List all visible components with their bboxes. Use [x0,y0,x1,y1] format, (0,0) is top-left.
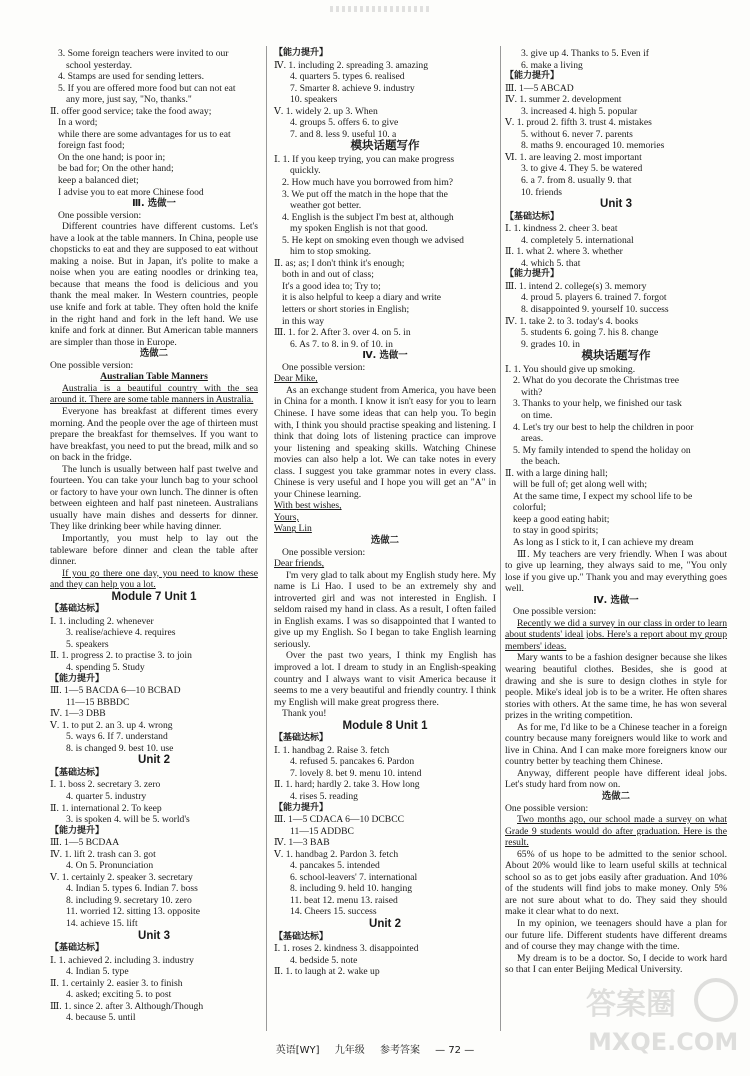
answer-line: One possible version: [282,361,366,373]
answer-line: 6. make a living [521,59,583,71]
essay-paragraph: Over the past two years, I think my English has improved a lot. I dream to study in an English-speaking country and I always want to visit America because it seems to me a very beautiful and friendly country. I think my English will make great progress there. [274,650,496,708]
subsection-label: 【基础达标】 [505,211,560,222]
answer-line: 8. including 9. secretary 10. zero [66,894,192,906]
answer-line: One possible version: [513,606,597,618]
essay-paragraph: As an exchange student from America, you have been in China for a month. I know it isn't easy for you to learn Chinese. I have some ideas that can help you. To begin with, I think you should practise speaking and listening. I think that doing lots of listening practice can improve your listening and speaking skills. Watching Chinese movies can also help a lot. We can take notes in every class. I suggest you take grammar notes in every class. Chinese is very useful and I hope you will get an "A" in your Chinese learning. [274,384,496,500]
essay-paragraph: Australia is a beautiful country with the sea around it. There are some table manners in Australia. [50,382,258,406]
answer-line: 4. bedside 5. note [290,954,358,966]
answer-line: Ⅱ. as; as; I don't think it's enough; [274,257,405,269]
answer-line: 4. proud 5. players 6. trained 7. forgot [521,292,667,304]
section-heading: Unit 2 [138,754,170,767]
answer-line: 11—15 ADDBC [290,825,354,837]
answer-line: As long as I stick to it, I can achieve my dream [513,536,694,548]
answer-line: Ⅲ. 1. intend 2. college(s) 3. memory [505,280,647,292]
answer-line: One possible version: [58,209,142,221]
answer-line: 7. and 8. less 9. useful 10. a [290,128,397,140]
answer-line: keep a good eating habit; [513,513,610,525]
answer-line: At the same time, I expect my school life to be [513,490,693,502]
answer-line: Ⅳ. 1. including 2. spreading 3. amazing [274,59,428,71]
answer-line: 5. My family intended to spend the holiday on [513,444,691,456]
answer-line: 4. quarter 5. industry [66,791,147,802]
answer-line: Ⅳ. 1. take 2. to 3. today's 4. books [505,315,639,327]
subsection-label: 【基础达标】 [50,943,105,954]
answer-line: Wang Lin [274,523,312,535]
answer-line: him to stop smoking. [290,246,372,258]
answer-line: Ⅱ. 1. progress 2. to practise 3. to join [50,650,192,662]
answer-line: 2. What do you decorate the Christmas tree [513,375,680,387]
essay-paragraph: If you go there one day, you need to know these and they can help you a lot. [50,567,258,591]
answer-line: 8. disappointed 9. yourself 10. success [521,304,669,316]
answer-line: 3. is spoken 4. will be 5. world's [66,814,190,826]
essay-paragraph: In my opinion, we teenagers should have a plan for our future life. Different students have different dreams and of course they may change with the time. [505,918,727,953]
answer-line: Ⅴ. 1. proud 2. fifth 3. trust 4. mistakes [505,117,652,129]
answer-line: 5. If you are offered more food but can not eat [58,82,236,94]
answer-line: Ⅰ. 1. including 2. whenever [50,615,154,627]
answer-line: 4. English is the subject I'm best at, although [282,211,454,223]
option-label: Ⅳ. 选做一 [362,350,408,362]
answer-line: 4. quarters 5. types 6. realised [290,71,405,83]
answer-line: 9. grades 10. in [521,338,580,350]
answer-line: my spoken English is not that good. [290,223,428,235]
answer-line: 4. Indian 5. types 6. Indian 7. boss [66,883,198,895]
footer-page-number: — 72 — [435,1045,475,1056]
answer-line: Ⅱ. 1. certainly 2. easier 3. to finish [50,977,183,989]
footer-subject: 英语[WY] [275,1045,320,1056]
section-heading: Module 7 Unit 1 [111,590,197,603]
footer-label: 参考答案 [379,1045,420,1056]
section-heading: Unit 3 [600,198,632,211]
answer-line: Dear Mike, [274,373,318,385]
answer-line: 4. spending 5. Study [66,661,145,673]
answer-line: Yours, [274,511,299,523]
answer-line: 4. Stamps are used for sending letters. [58,71,205,83]
subsection-label: 【能力提升】 [274,48,329,58]
answer-line: weather got better. [290,200,362,212]
answer-line: 6. As 7. to 8. in 9. of 10. in [290,338,393,350]
answer-line: 3. Some foreign teachers were invited to our [58,48,229,59]
svg-text:答案圈: 答案圈 [586,987,676,1022]
essay-paragraph: Everyone has breakfast at different times every morning. And the people over the age of thirteen must prepare the breakfast for themselves. If you want to have breakfast, you need to put the bread, milk and so on back in the fridge. [50,405,258,464]
answer-line: 5. speakers [66,638,109,650]
answer-line: It's a good idea to; Try to; [282,280,381,292]
answer-line: be bad for; On the other hand; [58,163,174,175]
answer-line: Ⅱ. with a large dining hall; [505,467,608,479]
answer-line: 5. students 6. going 7. his 8. change [521,327,659,339]
answer-line: Ⅲ. 1—5 CDACA 6—10 DCBCC [274,814,404,826]
answer-line: 14. achieve 15. lift [66,918,138,930]
answer-line: Ⅲ. 1. since 2. after 3. Although/Though [50,1000,204,1012]
answer-line: 7. Smarter 8. achieve 9. industry [290,82,415,94]
answer-line: Ⅲ. 1. for 2. After 3. over 4. on 5. in [274,327,411,339]
answer-line: 2. How much have you borrowed from him? [282,177,454,189]
subsection-label: 【能力提升】 [505,269,560,280]
answer-line: 3. give up 4. Thanks to 5. Even if [521,48,649,59]
answer-line: school yesterday. [66,59,132,71]
footer-grade: 九年级 [334,1045,365,1056]
answer-line: 5. without 6. never 7. parents [521,128,633,140]
answer-line: Ⅰ. 1. boss 2. secretary 3. zero [50,779,161,791]
essay-paragraph: Mary wants to be a fashion designer because she likes wearing beautiful clothes. Besides, she is good at drawing and she is sure to design clothes in style for people. Mike's ideal job is to be a writer. He often shares stories with others. At the same time, he has won several prizes in the writing competition. [505,652,727,722]
answer-line: 5. ways 6. If 7. understand [66,731,168,743]
answer-line: foreign fast food; [58,140,125,152]
answer-line: 14. Cheers 15. success [290,906,377,918]
answer-line: 4. because 5. until [66,1012,136,1024]
section-heading: 模块话题写作 [350,140,420,153]
answer-line: 4. On 5. Pronunciation [66,860,154,872]
answer-line: Ⅱ. 1. international 2. To keep [50,802,162,814]
subsection-label: 【能力提升】 [505,71,560,82]
answer-line: In a word; [58,117,98,129]
answer-line: letters or short stories in English; [282,304,410,316]
answer-line: keep a balanced diet; [58,175,139,187]
answer-line: 11. beat 12. menu 13. raised [290,894,398,906]
answer-line: 4. Let's try our best to help the children in poor [513,421,694,433]
essay-paragraph: The lunch is usually between half past twelve and fourteen. You can take your lunch bag to your school or factory to have your own lunch. The dinner is often between eighteen and half past nineteen. Australians usually have main dishes and desserts for dinner. They like drinking beer while having dinner. [50,463,258,533]
answer-line: Ⅱ. 1. what 2. where 3. whether [505,246,623,258]
answer-line: 4. asked; exciting 5. to post [66,989,172,1001]
essay-paragraph: Different countries have different customs. Let's have a look at the table manners. In China, people use chopsticks to eat and they are supposed to eat without making a noise. But in Japan, it's polite to make a noise when you are eating noodles or drinking tea, because that means the food is delicious and you thank the meal maker. In Western countries, people use knife and fork at table. They often hold the knife in the right hand and fork in the left hand. We use knife and fork at dinner. But American table manners are simpler than those in Europe. [50,221,258,348]
section-heading: 模块话题写作 [581,350,651,363]
option-label: 选做二 [601,791,631,802]
essay-paragraph: Anyway, different people have different ideal jobs. Let's study hard from now on. [505,767,727,791]
answer-line: On the one hand; is poor in; [58,151,166,163]
answer-line: any more, just say, "No, thanks." [66,94,192,106]
answer-line: both in and out of class; [282,269,374,281]
answer-line: I advise you to eat more Chinese food [58,186,204,198]
answer-line: 8. is changed 9. best 10. use [66,742,174,754]
answer-line: 4. refused 5. pancakes 6. Pardon [290,756,415,768]
answer-line: One possible version: [505,802,589,814]
answer-line: 3. increased 4. high 5. popular [521,105,638,117]
answer-line: with? [521,386,543,398]
answer-line: on time. [521,409,553,421]
watermark-logo [580,974,740,1062]
answer-line: it is also helpful to keep a diary and write [282,292,442,304]
answer-line: 4. pancakes 5. intended [290,860,380,872]
subsection-label: 【能力提升】 [274,802,329,813]
answer-line: 5. He kept on smoking even though we advised [282,234,464,246]
answer-line: Ⅵ. 1. are leaving 2. most important [505,151,642,163]
section-heading: Unit 3 [138,929,170,942]
answer-line: Ⅲ. 1—5 BCDAA [50,837,120,849]
section-heading: Unit 2 [369,918,401,931]
answer-line: Ⅱ. offer good service; take the food away; [50,105,212,117]
answer-line: 4. completely 5. international [521,234,634,246]
answer-line: Australian Table Manners [100,371,208,383]
answer-line: Ⅴ. 1. handbag 2. Pardon 3. fetch [274,848,399,860]
answer-line: will be full of; get along well with; [513,479,648,491]
essay-paragraph: My dream is to be a doctor. So, I decide to work hard so that I can enter Beijing Medical University. [505,952,727,976]
option-label: 选做二 [370,534,400,546]
answer-line: Thank you! [282,708,327,720]
answer-line: Ⅳ. 1. summer 2. development [505,94,622,106]
answer-line: 3. realise/achieve 4. requires [66,627,176,639]
answer-line: 10. friends [521,186,563,198]
essay-paragraph: Two months ago, our school made a survey on what Grade 9 students would do after graduation. Here is the result. [505,814,727,849]
answer-line: the beach. [521,456,560,468]
answer-line: in this way [282,315,325,327]
answer-line: Ⅰ. 1. handbag 2. Raise 3. fetch [274,744,390,756]
answer-line: With best wishes, [274,500,342,512]
answer-line: 3. to give 4. They 5. be watered [521,163,643,175]
option-label: Ⅲ. 选做一 [132,198,176,210]
answer-line: Ⅰ. 1. kindness 2. cheer 3. beat [505,223,618,235]
left-column [50,48,258,1024]
subsection-label: 【基础达标】 [50,767,105,778]
column-divider-1 [266,46,267,1031]
answer-line: One possible version: [282,546,366,558]
essay-paragraph: As for me, I'd like to be a Chinese teacher in a foreign country because many foreigners would like to work and live in China. And I can make more foreigners know our country better by teaching them Chinese. [505,721,727,768]
answer-line: areas. [521,433,544,445]
middle-column [274,48,496,978]
answer-line: 3. We put off the match in the hope that the [282,188,448,200]
subsection-label: 【基础达标】 [274,733,329,744]
essay-paragraph: 65% of us hope to be admitted to the senior school. About 20% would like to learn useful skills at technical school so as to get jobs easily after graduation. And 10% of the students will find jobs to make money. Only 5% are not sure about what to do. They said they should make it clear what to do next. [505,848,727,918]
essay-paragraph: Ⅲ. My teachers are very friendly. When I was about to give up learning, they always said to me, "You only lose if you give up." Thank you and may everything goes well. [505,548,727,595]
answer-line: One possible version: [50,359,134,371]
answer-line: Ⅱ. 1. to laugh at 2. wake up [274,966,380,978]
answer-line: Ⅴ. 1. certainly 2. speaker 3. secretary [50,871,193,883]
answer-line: Ⅰ. 1. roses 2. kindness 3. disappointed [274,943,419,955]
answer-line: Dear friends, [274,558,325,570]
answer-line: 11. worried 12. sitting 13. opposite [66,906,200,918]
subsection-label: 【能力提升】 [50,825,105,836]
subsection-label: 【基础达标】 [50,604,105,615]
top-scan-mark [330,6,430,12]
answer-line: 4. Indian 5. type [66,966,129,978]
right-column [505,48,727,976]
answer-line: 7. lovely 8. bet 9. menu 10. intend [290,767,422,779]
answer-line: 4. which 5. that [521,257,581,269]
answer-line: Ⅳ. 1—3 DBB [50,708,106,720]
answer-line: 8. including 9. held 10. hanging [290,883,413,895]
essay-paragraph: Importantly, you must help to lay out the tableware before dinner and clean the table after dinner. [50,532,258,568]
answer-line: 4. rises 5. reading [290,791,358,802]
option-label: 选做二 [139,348,169,360]
answer-line: Ⅲ. 1—5 BACDA 6—10 BCBAD [50,685,181,697]
answer-line: 6. a 7. from 8. usually 9. that [521,175,632,187]
answer-line: Ⅲ. 1—5 ABCAD [505,82,574,94]
essay-paragraph: Recently we did a survey in our class in order to learn about students' ideal jobs. Here's a report about my group members' ideas. [505,617,727,652]
answer-line: 6. school-leavers' 7. international [290,871,418,883]
answer-line: 11—15 BBBDC [66,696,130,708]
answer-line: Ⅳ. 1—3 BAB [274,837,330,849]
answer-line: Ⅰ. 1. If you keep trying, you can make progress [274,153,455,165]
answer-line: Ⅳ. 1. lift 2. trash can 3. got [50,848,156,860]
svg-text:MXQE.COM: MXQE.COM [588,1028,739,1056]
answer-line: colorful; [513,502,547,514]
answer-line: Ⅰ. 1. achieved 2. including 3. industry [50,954,194,966]
section-heading: Module 8 Unit 1 [342,719,428,732]
answer-line: 4. groups 5. offers 6. to give [290,117,399,129]
answer-line: Ⅱ. 1. hard; hardly 2. take 3. How long [274,779,420,791]
answer-line: 8. maths 9. encouraged 10. memories [521,140,665,152]
column-divider-2 [500,46,501,1031]
answer-line: Ⅴ. 1. widely 2. up 3. When [274,105,378,117]
option-label: Ⅳ. 选做一 [593,594,639,606]
subsection-label: 【基础达标】 [274,931,329,942]
subsection-label: 【能力提升】 [50,673,105,684]
answer-line: Ⅰ. 1. You should give up smoking. [505,363,636,375]
answer-line: quickly. [290,165,321,177]
answer-line: Ⅴ. 1. to put 2. an 3. up 4. wrong [50,719,173,731]
answer-line: to stay in good spirits; [513,525,599,537]
answer-line: 3. Thanks to your help, we finished our task [513,398,682,410]
essay-paragraph: I'm very glad to talk about my English study here. My name is Li Hao. I used to be an extremely shy and introverted girl and was not interested in English. I seldom raised my hand in class. As a result, I often failed in English exams. I was so disappointed that I wanted to give up my English. So I began to take English learning seriously. [274,569,496,650]
answer-line: while there are some advantages for us to eat [58,128,231,140]
answer-line: 10. speakers [290,94,338,106]
